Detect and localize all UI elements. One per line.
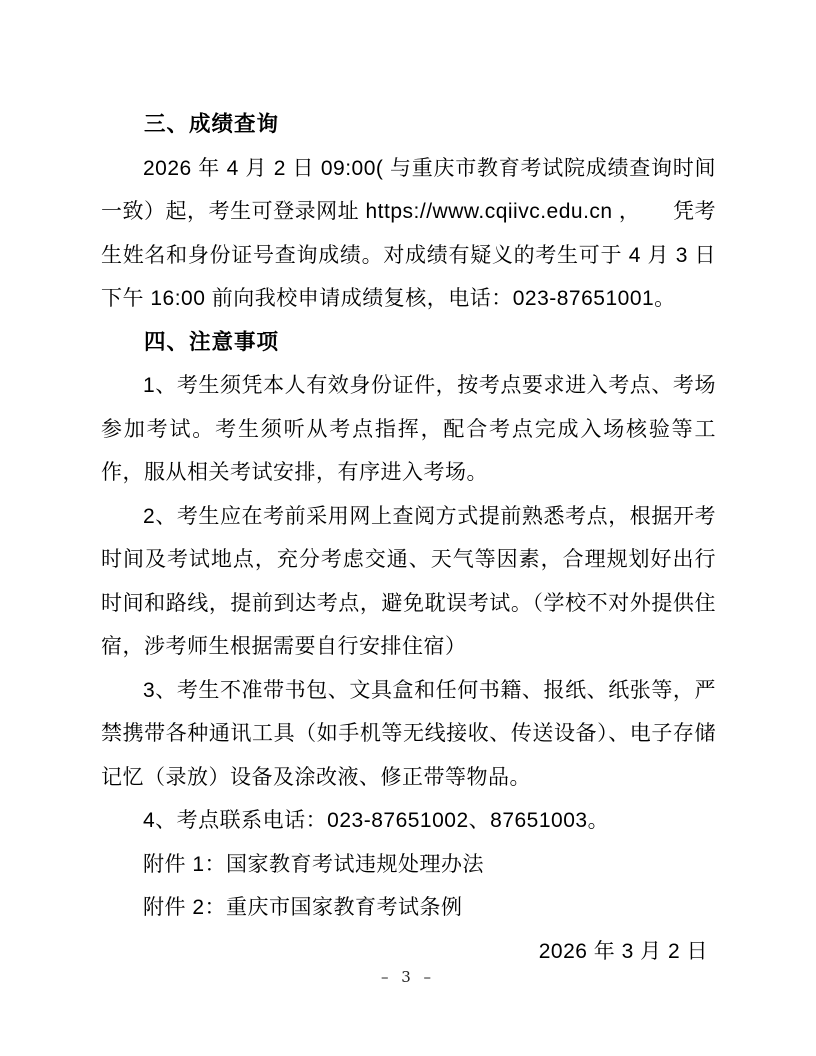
date-line: 2026 年 3 月 2 日 bbox=[538, 939, 708, 963]
page-number: – 3 – bbox=[380, 968, 436, 986]
paragraph-note-3: 3、考生不准带书包、文具盒和任何书籍、报纸、纸张等，严禁携带各种通讯工具（如手机等无线接收、传送设备）、电子存储记忆（录放）设备及涂改液、修正带等物品。 bbox=[101, 678, 716, 789]
paragraph-note-1: 1、考生须凭本人有效身份证件，按考点要求进入考点、考场参加考试。考生须听从考点指挥，配合考点完成入场核验等工作，服从相关考试安排，有序进入考场。 bbox=[101, 374, 716, 484]
paragraph-note-4: 4、考点联系电话：023-87651002、87651003。 bbox=[143, 809, 610, 832]
section-heading-score-inquiry: 三、成绩查询 bbox=[144, 112, 280, 136]
section-heading-notes: 四、注意事项 bbox=[144, 329, 280, 354]
attachment-line-2: 附件 2：重庆市国家教育考试条例 bbox=[143, 896, 463, 919]
attachment-line-1: 附件 1：国家教育考试违规处理办法 bbox=[143, 852, 485, 876]
paragraph-score-inquiry: 2026 年 4 月 2 日 09:00( 与重庆市教育考试院成绩查询时间一致）起，考生可登录网址 https://www.cqiivc.edu.cn ， 凭考生姓名和身份证号查询成绩。对成绩有疑义的考生可于 4 月 3 日下午 16:00 前向我校申请成绩复核，电话：023-87651001。 bbox=[101, 156, 716, 310]
paragraph-note-2: 2、考生应在考前采用网上查阅方式提前熟悉考点，根据开考时间及考试地点，充分考虑交通、天气等因素，合理规划好出行时间和路线，提前到达考点，避免耽误考试。（学校不对外提供住宿，涉考师生根据需要自行安排住宿） bbox=[101, 504, 716, 658]
document-body bbox=[101, 103, 716, 973]
